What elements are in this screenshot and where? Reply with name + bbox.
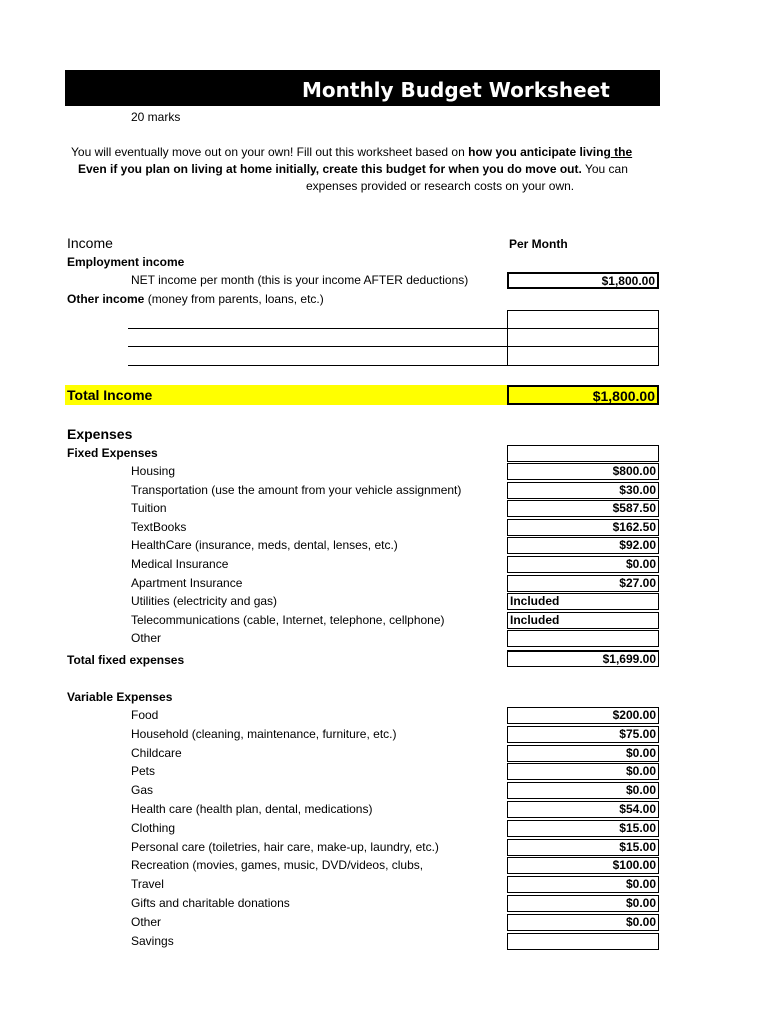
variable-expense-label: Childcare: [131, 745, 182, 760]
fixed-expense-value[interactable]: Included: [507, 593, 659, 610]
variable-expense-value[interactable]: [507, 933, 659, 950]
other-income-note: (money from parents, loans, etc.): [144, 292, 324, 306]
intro-line-2: [78, 162, 628, 176]
variable-expense-label: Household (cleaning, maintenance, furniture, etc.): [131, 726, 397, 741]
variable-expense-label: Gas: [131, 783, 154, 798]
total-income-value: $1,800.00: [507, 385, 659, 405]
fixed-expense-value[interactable]: $162.50: [507, 519, 659, 536]
fixed-expense-label: Other: [131, 631, 162, 646]
fixed-expense-label: HealthCare (insurance, meds, dental, lenses, etc.): [131, 538, 398, 553]
variable-expense-value[interactable]: $15.00: [507, 839, 659, 856]
total-fixed-value: $1,699.00: [507, 650, 659, 667]
fixed-expense-label: TextBooks: [131, 519, 187, 534]
fixed-expense-label: Medical Insurance: [131, 557, 229, 571]
fixed-expense-value[interactable]: $27.00: [507, 575, 659, 592]
net-income-value[interactable]: $1,800.00: [507, 272, 659, 289]
fixed-expenses-heading: Fixed Expenses: [67, 446, 158, 460]
variable-expense-label: Clothing: [131, 820, 176, 835]
total-fixed-label: Total fixed expenses: [67, 653, 185, 667]
fixed-expense-label: Utilities (electricity and gas): [131, 594, 278, 609]
intro-line-2-bold: Even if you plan on living at home initially, create this budget for when you do move out.: [78, 162, 582, 176]
variable-expense-label: Travel: [131, 877, 164, 892]
variable-expense-label: Recreation (movies, games, music, DVD/videos, clubs,: [131, 858, 424, 873]
fixed-expense-value[interactable]: $0.00: [507, 556, 659, 573]
variable-expense-label: Health care (health plan, dental, medications): [131, 802, 373, 816]
other-income-divider-1: [507, 328, 659, 329]
variable-expense-value[interactable]: $0.00: [507, 782, 659, 799]
variable-expense-label: Food: [131, 708, 159, 722]
per-month-label: Per Month: [509, 237, 568, 251]
variable-expense-label: Gifts and charitable donations: [131, 896, 290, 910]
other-income-divider-2: [507, 346, 659, 347]
fixed-expense-value[interactable]: $92.00: [507, 537, 659, 554]
fixed-expense-label: Transportation (use the amount from your vehicle assignment): [131, 482, 462, 497]
variable-expense-value[interactable]: $75.00: [507, 726, 659, 743]
expenses-heading: Expenses: [67, 426, 133, 442]
variable-expense-value[interactable]: $200.00: [507, 707, 659, 724]
fixed-expense-value[interactable]: $587.50: [507, 500, 659, 517]
variable-expense-value[interactable]: $0.00: [507, 763, 659, 780]
variable-expenses-heading: Variable Expenses: [67, 690, 173, 704]
fixed-expense-label: Apartment Insurance: [131, 575, 243, 590]
intro-line-1-bold: how you anticipate living: [468, 145, 611, 159]
fixed-expense-label: Telecommunications (cable, Internet, telephone, cellphone): [131, 612, 445, 627]
fixed-expense-value[interactable]: [507, 630, 659, 647]
other-income-line-2: [128, 346, 508, 347]
employment-income-label: Employment income: [67, 255, 185, 269]
title-bar: [65, 70, 660, 106]
variable-expense-label: Personal care (toiletries, hair care, make-up, laundry, etc.): [131, 839, 439, 854]
fixed-expenses-header-box: [507, 445, 659, 462]
fixed-expense-value[interactable]: $30.00: [507, 482, 659, 499]
fixed-expense-value[interactable]: Included: [507, 612, 659, 629]
fixed-expense-label: Tuition: [131, 501, 167, 516]
other-income-line-3: [128, 365, 508, 366]
fixed-expense-label: Housing: [131, 464, 176, 478]
variable-expense-value[interactable]: $0.00: [507, 876, 659, 893]
income-heading: Income: [67, 235, 113, 251]
intro-line-1: [71, 145, 632, 159]
intro-line-1-underline: the: [610, 145, 633, 159]
variable-expense-label: Pets: [131, 764, 156, 779]
fixed-expense-value[interactable]: $800.00: [507, 463, 659, 480]
marks-label: 20 marks: [131, 110, 181, 124]
other-income-line-1: [128, 328, 508, 329]
other-income-label: [67, 292, 324, 306]
total-income-label: Total Income: [67, 387, 153, 403]
variable-expense-value[interactable]: $15.00: [507, 820, 659, 837]
variable-expense-value[interactable]: $54.00: [507, 801, 659, 818]
variable-expense-value[interactable]: $100.00: [507, 857, 659, 874]
page-title: Monthly Budget Worksheet: [302, 78, 610, 102]
net-income-label: NET income per month (this is your income AFTER deductions): [131, 273, 469, 287]
other-income-bold: Other income: [67, 292, 145, 306]
other-income-boxes[interactable]: [507, 310, 659, 366]
variable-expense-value[interactable]: $0.00: [507, 914, 659, 931]
intro-line-3: expenses provided or research costs on your own.: [306, 179, 575, 193]
variable-expense-label: Savings: [131, 933, 174, 948]
variable-expense-value[interactable]: $0.00: [507, 895, 659, 912]
variable-expense-value[interactable]: $0.00: [507, 745, 659, 762]
intro-line-1-text: You will eventually move out on your own! Fill out this worksheet based on: [71, 145, 469, 159]
intro-line-2-text: You can: [581, 162, 628, 176]
variable-expense-label: Other: [131, 914, 162, 929]
